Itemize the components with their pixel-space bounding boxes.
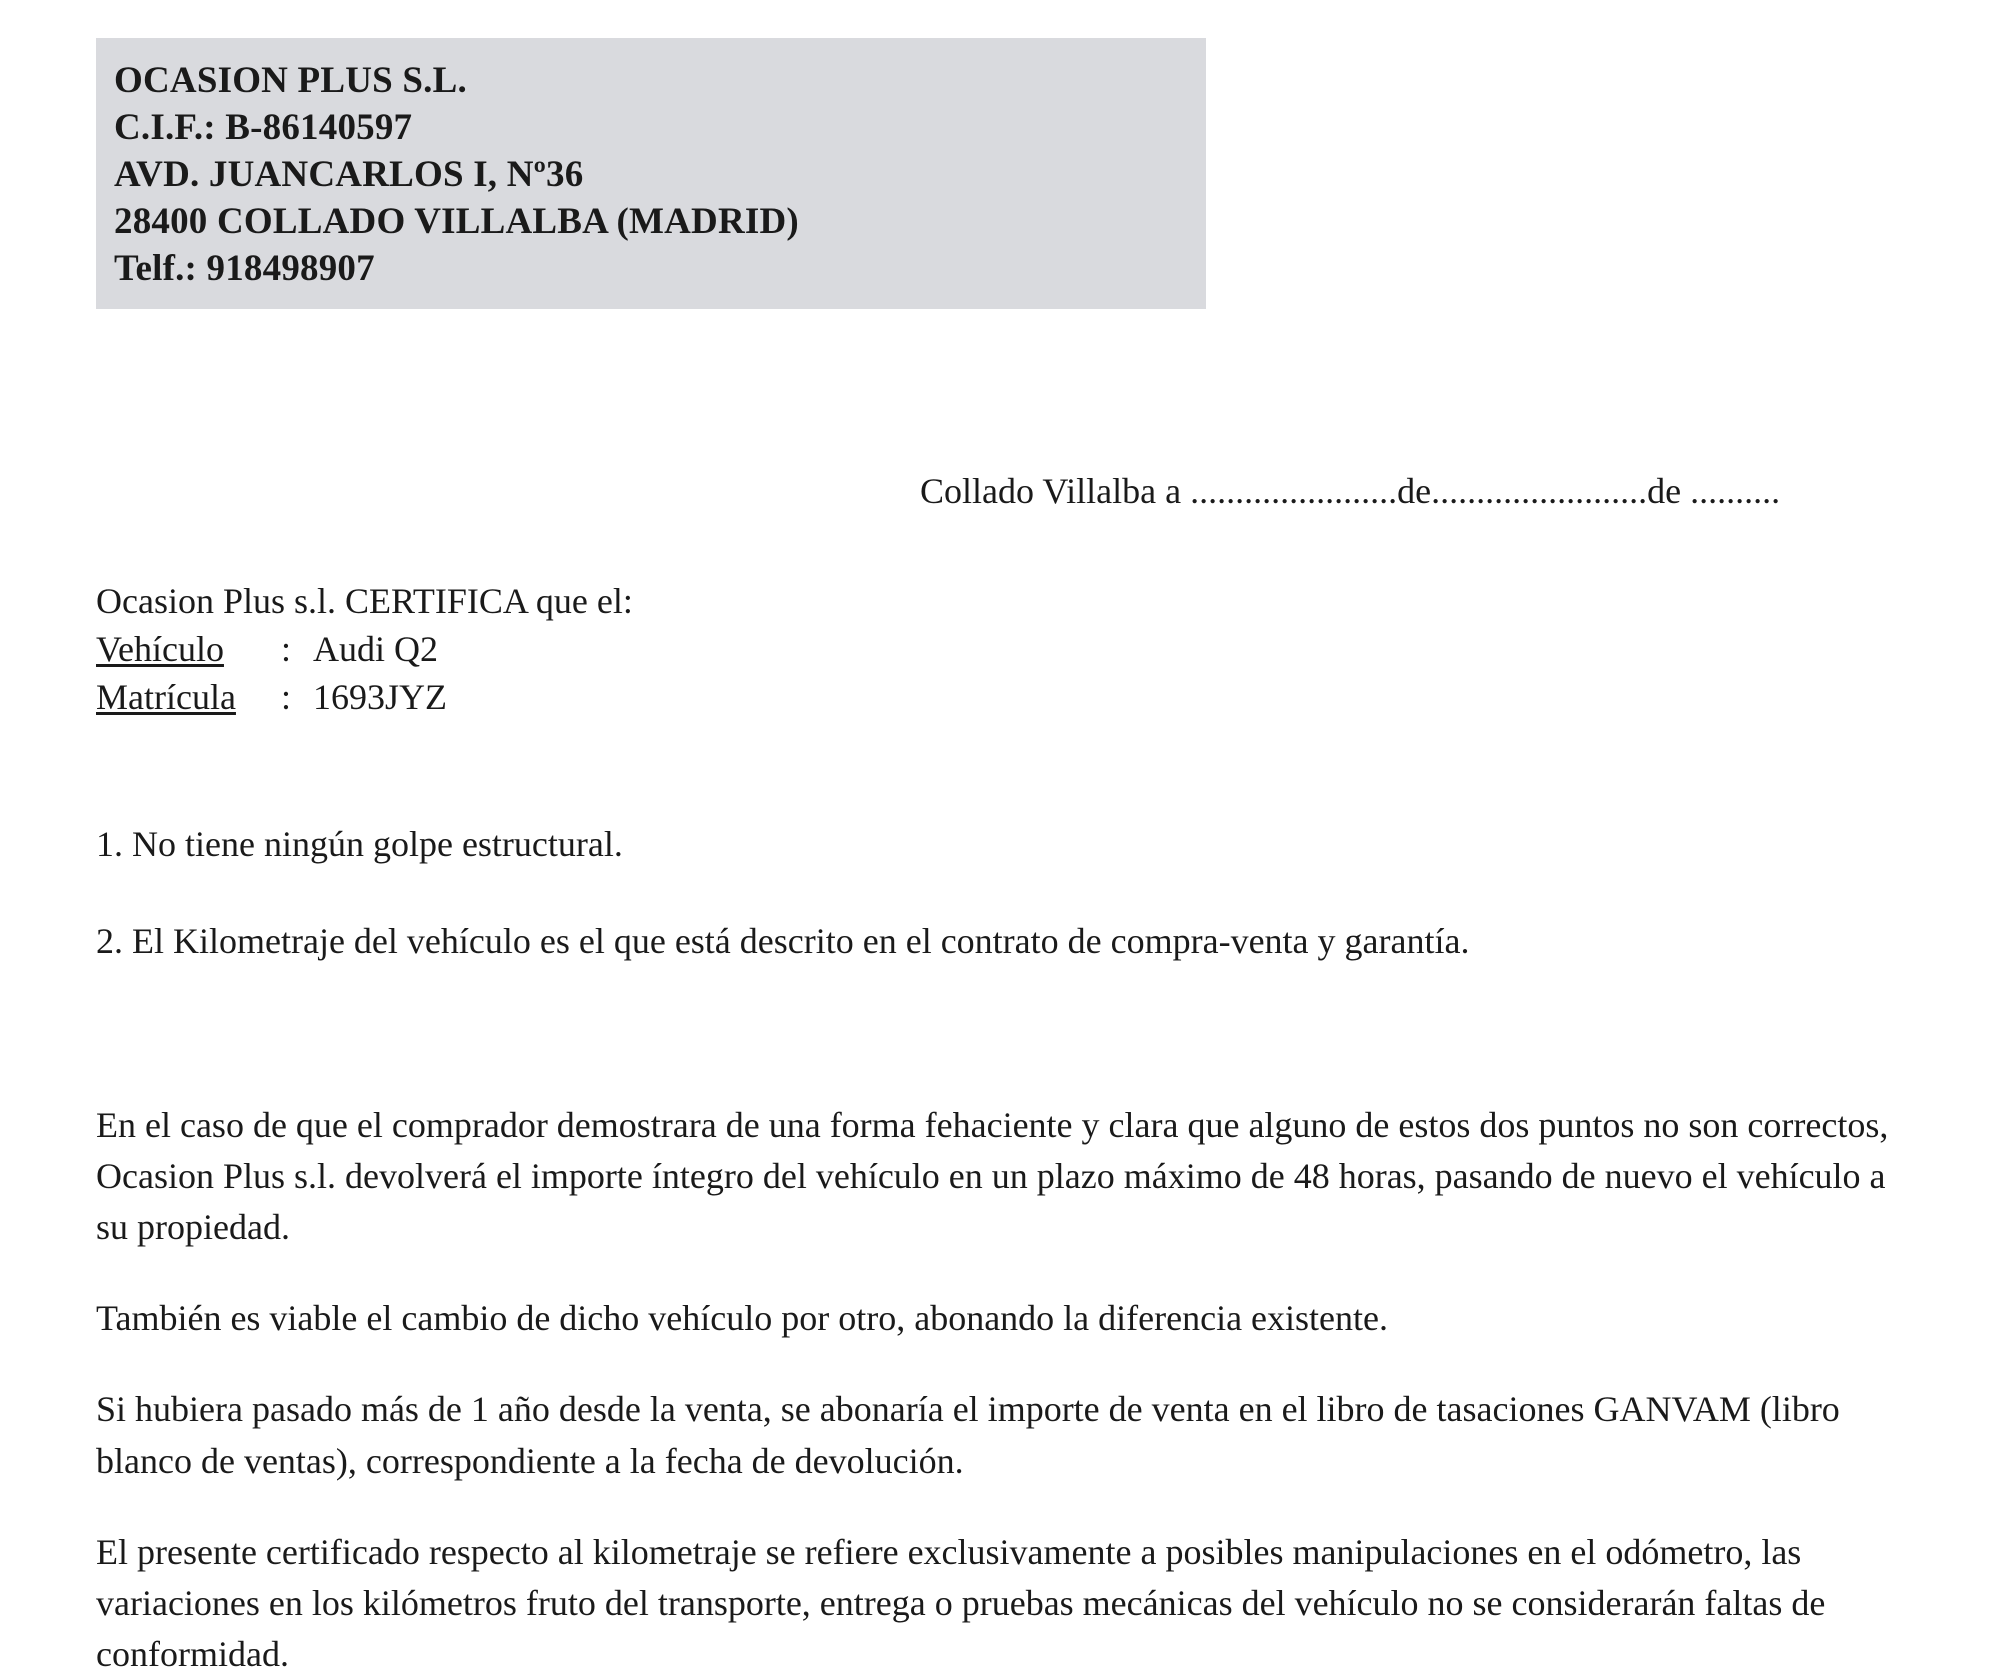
paragraph: En el caso de que el comprador demostrara de una forma fehaciente y clara que alguno de estos dos puntos no son correctos, Ocasion Plus s.l. devolverá el importe íntegro del vehículo en un plazo máximo de 48 horas, pasando de nuevo el vehículo a su propiedad. — [96, 1105, 1889, 1248]
plate-row — [96, 674, 633, 722]
plate-separator: : — [281, 676, 292, 717]
certification-intro: Ocasion Plus s.l. CERTIFICA que el: — [96, 581, 633, 621]
vehicle-separator: : — [281, 628, 292, 669]
plate-label: Matrícula — [96, 676, 236, 717]
paragraph: También es viable el cambio de dicho vehículo por otro, abonando la diferencia existente. — [96, 1298, 1389, 1339]
paragraph: Si hubiera pasado más de 1 año desde la venta, se abonaría el importe de venta en el libro de tasaciones GANVAM (libro blanco de ventas), correspondiente a la fecha de devolución. — [96, 1389, 1840, 1481]
company-address: AVD. JUANCARLOS I, Nº36 — [114, 153, 584, 195]
date-line: Collado Villalba a .......................de........................de .......... — [920, 471, 1781, 511]
company-cif: C.I.F.: B-86140597 — [114, 106, 413, 148]
vehicle-value: Audi Q2 — [313, 628, 438, 669]
certification-block — [96, 578, 633, 722]
company-letterhead — [96, 38, 1206, 309]
body-paragraphs — [96, 1100, 1911, 1680]
company-name: OCASION PLUS S.L. — [114, 60, 467, 101]
company-city: 28400 COLLADO VILLALBA (MADRID) — [114, 200, 799, 242]
vehicle-row — [96, 626, 633, 674]
paragraph: El presente certificado respecto al kilometraje se refiere exclusivamente a posibles manipulaciones en el odómetro, las variaciones en los kilómetros fruto del transporte, entrega o pruebas mecánicas del vehículo no se considerarán faltas de conformidad. — [96, 1531, 1826, 1674]
plate-value: 1693JYZ — [313, 676, 447, 717]
point-item: 2. El Kilometraje del vehículo es el que está descrito en el contrato de compra-venta y garantía. — [96, 920, 1470, 961]
point-item: 1. No tiene ningún golpe estructural. — [96, 824, 623, 864]
vehicle-label: Vehículo — [96, 628, 224, 669]
certified-points — [96, 820, 1896, 1013]
company-phone: Telf.: 918498907 — [114, 247, 375, 289]
